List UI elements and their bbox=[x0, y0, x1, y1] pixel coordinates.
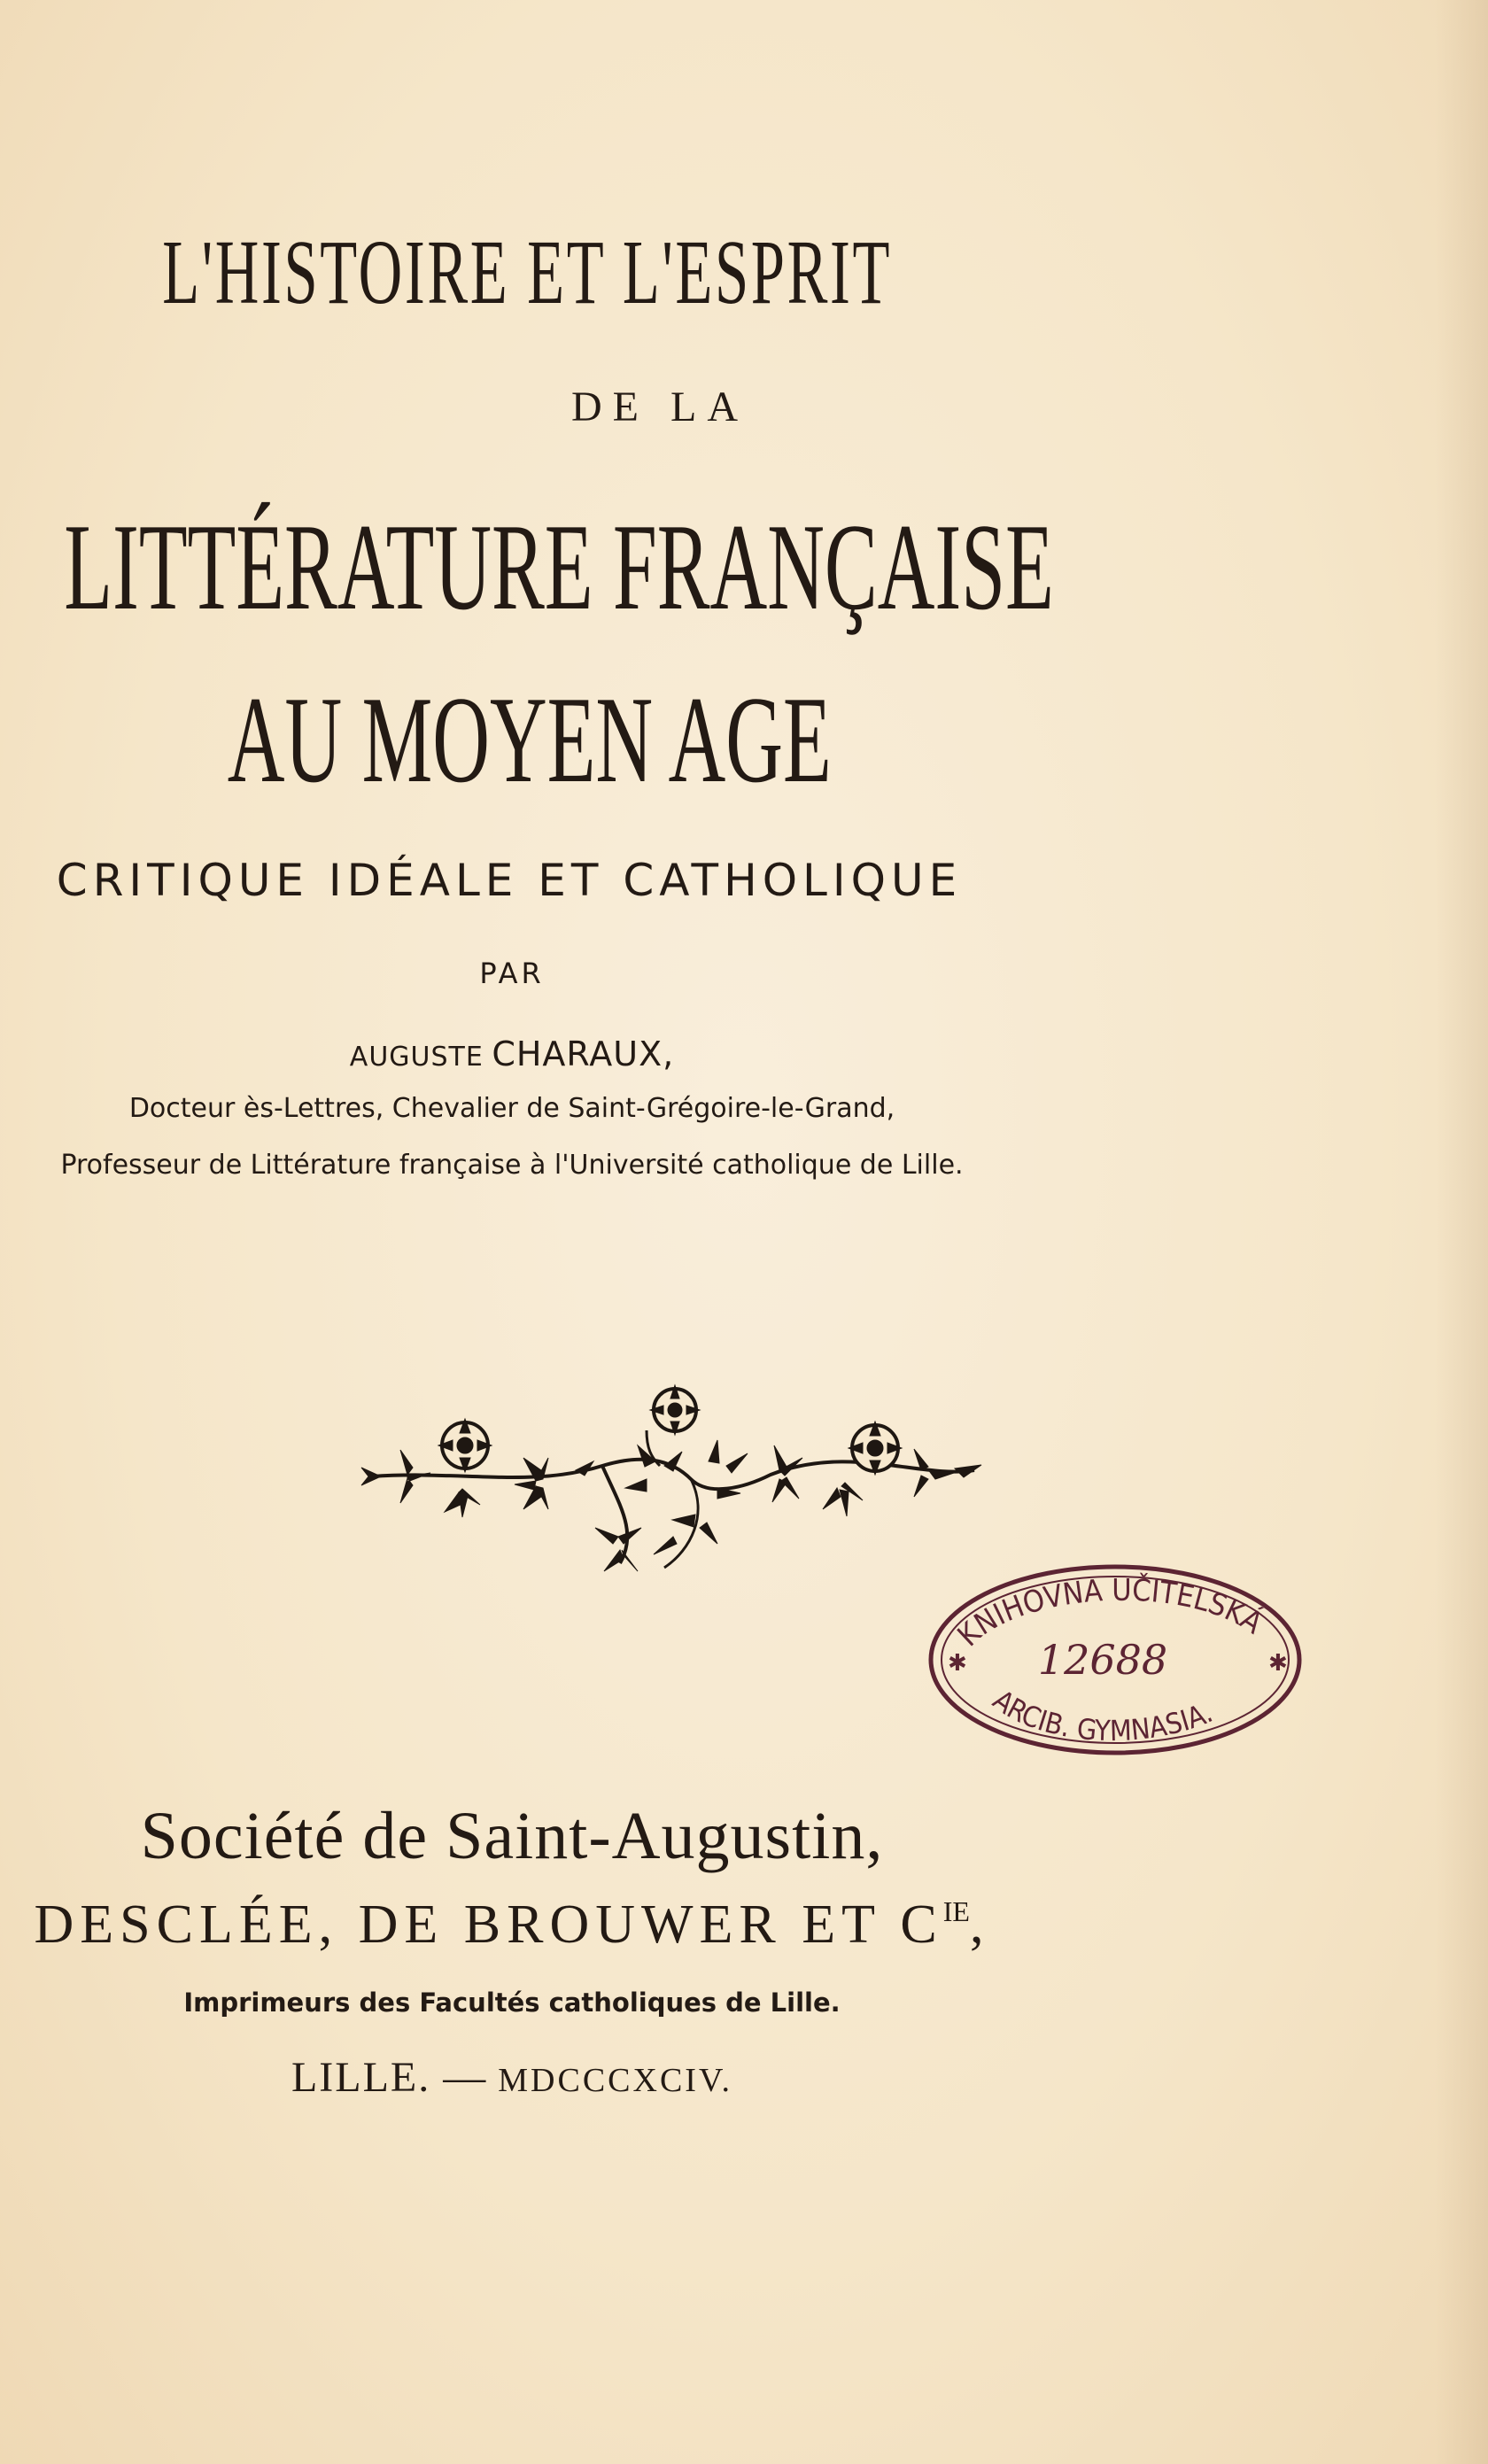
stamp-top-text: KNIHOVNA UČITELSKÁ bbox=[950, 1572, 1269, 1654]
publication-year: MDCCCXCIV. bbox=[498, 2062, 733, 2099]
page-edge-shadow bbox=[1435, 0, 1488, 2464]
author-last-name: CHARAUX, bbox=[492, 1034, 675, 1073]
publisher-name: DESCLÉE, DE BROUWER ET $C^{IE}$, bbox=[34, 1894, 990, 1955]
publication-place: LILLE. — bbox=[291, 2054, 488, 2101]
stamp-number: 12688 bbox=[1037, 1636, 1168, 1684]
publisher-society: Société de Saint-Augustin, bbox=[140, 1799, 884, 1873]
title-line-1: L'HISTOIRE ET L'ESPRIT bbox=[162, 221, 892, 323]
title-line-4: AU MOYEN AGE bbox=[228, 671, 832, 809]
publisher-name-superscript: IE bbox=[942, 1895, 970, 1927]
author-name bbox=[0, 1034, 1256, 1074]
title-line-3: LITTÉRATURE FRANÇAISE bbox=[64, 499, 1054, 636]
stamp-right-star-icon: ✱ bbox=[1268, 1650, 1288, 1677]
library-stamp bbox=[921, 1557, 1309, 1763]
title-line-2: DE LA bbox=[571, 384, 748, 430]
subtitle: CRITIQUE IDÉALE ET CATHOLIQUE bbox=[56, 855, 963, 906]
author-credential-1: Docteur ès-Lettres, Chevalier de Saint-Grégoire-le-Grand, bbox=[128, 1093, 895, 1124]
publication-place-date bbox=[0, 2053, 1256, 2102]
publisher-printers: Imprimeurs des Facultés catholiques de Lille. bbox=[183, 1987, 841, 2018]
floral-ornament-icon bbox=[354, 1382, 992, 1585]
stamp-bottom-text: ARCIB. GYMNASIA. bbox=[987, 1683, 1218, 1748]
by-label: PAR bbox=[479, 957, 545, 990]
author-credential-2: Professeur de Littérature française à l'Université catholique de Lille. bbox=[60, 1150, 964, 1181]
stamp-left-star-icon: ✱ bbox=[948, 1650, 967, 1677]
author-first-name: AUGUSTE bbox=[349, 1042, 484, 1073]
